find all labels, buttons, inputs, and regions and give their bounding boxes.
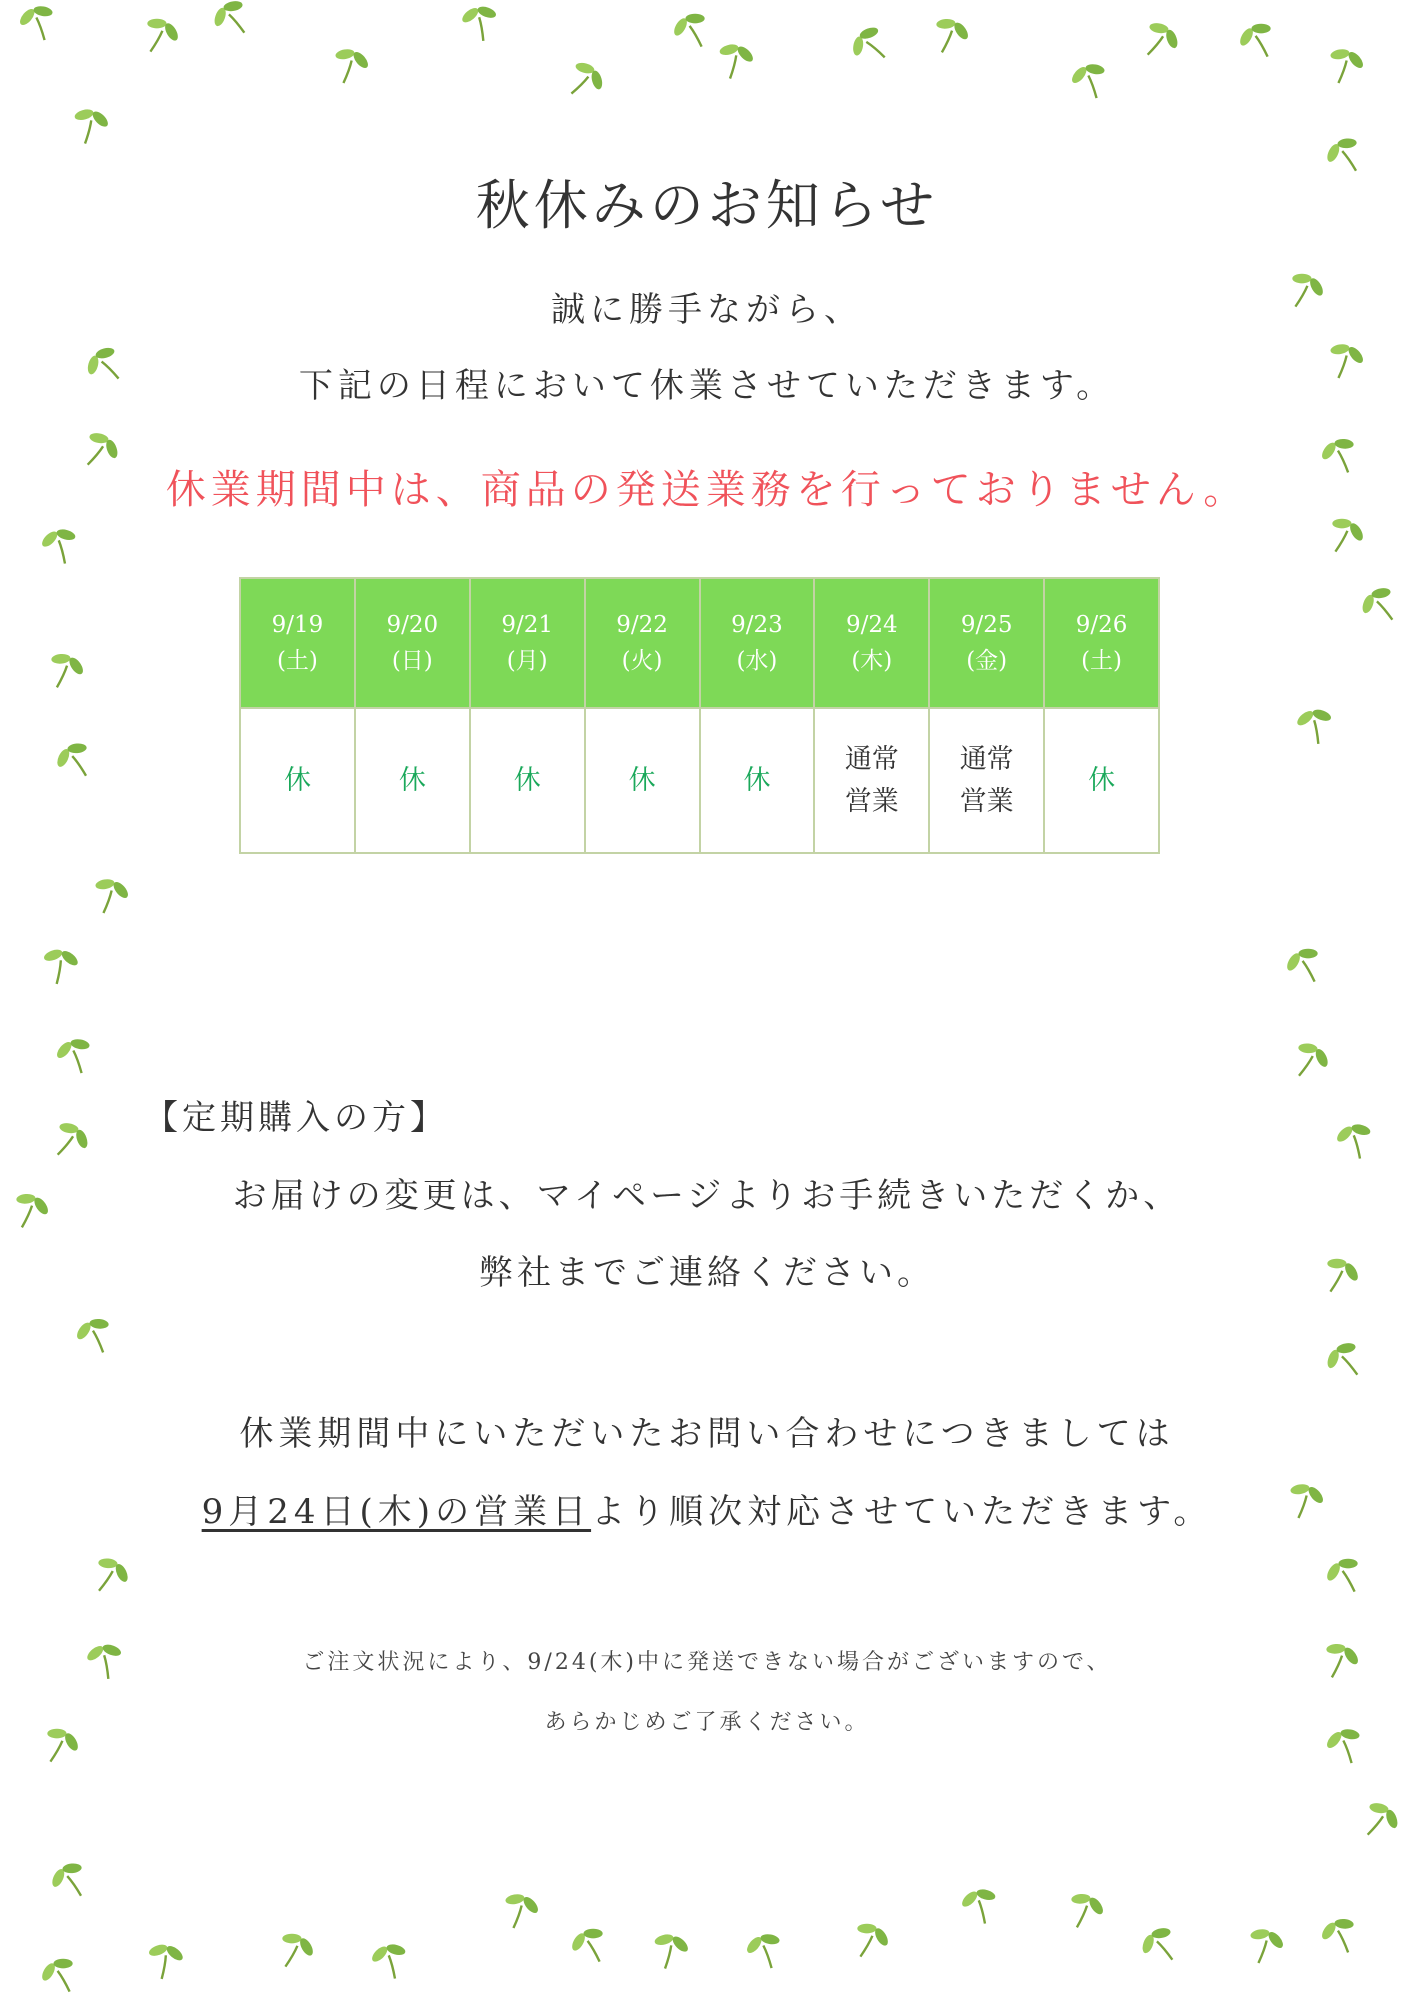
subscription-line-2: 弊社までご連絡ください。	[479, 1253, 935, 1293]
sprout-icon	[43, 1114, 96, 1167]
sprout-icon	[1320, 42, 1368, 89]
holiday-schedule-table	[239, 577, 1160, 854]
sprout-icon	[1134, 1919, 1187, 1972]
sprout-icon	[712, 38, 758, 83]
sprout-icon	[1283, 1035, 1335, 1087]
sprout-icon	[1060, 1886, 1110, 1935]
footnote-line-1: ご注文状況により、9/24(木)中に発送できない場合がございますので、	[302, 1650, 1112, 1675]
schedule-status-open: 通常 営業	[814, 708, 929, 853]
sprout-icon	[37, 523, 83, 568]
schedule-date-cell: 9/25 (金)	[929, 578, 1044, 708]
schedule-date-cell: 9/21 (月)	[470, 578, 585, 708]
page-title: 秋休みのお知らせ	[475, 174, 939, 237]
sprout-icon	[1133, 14, 1186, 67]
schedule-status-row	[240, 708, 1159, 853]
sprout-icon	[1066, 57, 1114, 104]
sprout-icon	[458, 2, 502, 45]
sprout-icon	[49, 735, 101, 787]
sprout-icon	[1315, 1911, 1365, 1960]
schedule-status-open: 通常 営業	[929, 708, 1044, 853]
sprout-icon	[67, 103, 113, 148]
sprout-icon	[1320, 1550, 1371, 1601]
sprout-icon	[1319, 510, 1370, 561]
sprout-icon	[1233, 15, 1284, 66]
subscription-line-1: お届けの変更は、マイページよりお手続きいただくか、	[232, 1176, 1182, 1216]
sprout-icon	[1332, 1118, 1378, 1163]
sprout-icon	[51, 1032, 99, 1079]
schedule-status-closed: 休	[240, 708, 355, 853]
sprout-icon	[143, 1940, 187, 1983]
sprout-icon	[925, 11, 975, 60]
sprout-icon	[844, 19, 897, 72]
sprout-icon	[1319, 1334, 1372, 1387]
schedule-date-cell: 9/22 (火)	[585, 578, 700, 708]
sprout-icon	[565, 1920, 616, 1971]
intro-line-2: 下記の日程において休業させていただきます。	[298, 366, 1116, 406]
sprout-icon	[1354, 579, 1407, 632]
sprout-icon	[844, 1915, 895, 1966]
schedule-status-closed: 休	[700, 708, 815, 853]
subscription-heading: 【定期購入の方】	[144, 1098, 448, 1138]
sprout-icon	[85, 872, 133, 919]
schedule-date-cell: 9/23 (水)	[700, 578, 815, 708]
sprout-icon	[1240, 1922, 1288, 1969]
schedule-status-closed: 休	[355, 708, 470, 853]
sprout-icon	[367, 1938, 413, 1983]
sprout-icon	[35, 1950, 86, 2000]
sprout-icon	[1353, 1794, 1406, 1847]
sprout-icon	[134, 10, 185, 61]
resume-date-underlined: 9月24日(木)の営業日	[201, 1492, 592, 1532]
sprout-icon	[44, 1855, 96, 1907]
sprout-icon	[269, 1925, 320, 1976]
footnote-line-2: あらかじめご了承ください。	[544, 1710, 870, 1735]
schedule-status-closed: 休	[470, 708, 585, 853]
sprout-icon	[206, 0, 259, 45]
sprout-icon	[83, 1550, 135, 1602]
sprout-icon	[1293, 705, 1337, 748]
inquiry-line-1: 休業期間中にいただいたお問い合わせにつきましては	[239, 1414, 1175, 1454]
schedule-status-closed: 休	[585, 708, 700, 853]
schedule-date-row	[240, 578, 1159, 708]
sprout-icon	[495, 1887, 543, 1934]
schedule-date-cell: 9/26 (土)	[1044, 578, 1159, 708]
sprout-icon	[38, 945, 82, 988]
sprout-icon	[14, 0, 62, 47]
intro-line-1: 誠に勝手ながら、	[551, 290, 863, 330]
schedule-date-cell: 9/19 (土)	[240, 578, 355, 708]
sprout-icon	[40, 646, 90, 695]
sprout-icon	[325, 42, 373, 89]
sprout-icon	[647, 1928, 693, 1973]
sprout-icon	[1280, 940, 1331, 991]
sprout-icon	[957, 1883, 1003, 1928]
sprout-icon	[558, 54, 611, 107]
sprout-icon	[667, 5, 718, 56]
inquiry-line-2: 9月24日(木)の営業日より順次対応させていただきます。	[201, 1492, 1213, 1532]
schedule-date-cell: 9/24 (木)	[814, 578, 929, 708]
schedule-status-closed: 休	[1044, 708, 1159, 853]
sprout-icon	[741, 1927, 789, 1974]
schedule-date-cell: 9/20 (日)	[355, 578, 470, 708]
sprout-icon	[70, 1311, 120, 1360]
shipping-notice: 休業期間中は、商品の発送業務を行っておりません。	[165, 467, 1249, 513]
